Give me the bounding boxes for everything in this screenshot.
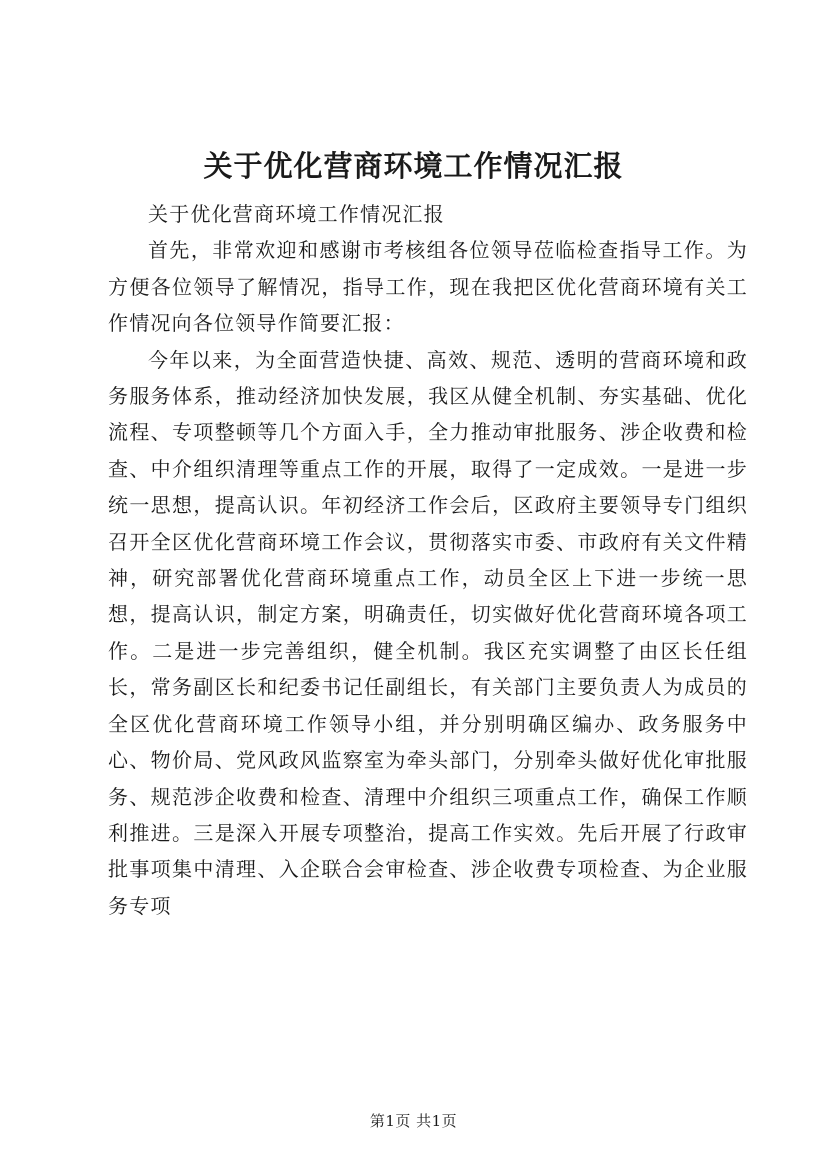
paragraph-intro: 首先，非常欢迎和感谢市考核组各位领导莅临检查指导工作。为方便各位领导了解情况，指导工作，现在我把区优化营商环境有关工作情况向各位领导作简要汇报： (108, 238, 748, 336)
page-number-label: 第1页 共1页 (369, 1112, 458, 1130)
document-title: 关于优化营商环境工作情况汇报 (203, 149, 624, 183)
page-footer (0, 1111, 827, 1131)
paragraph-subtitle: 关于优化营商环境工作情况汇报 (148, 202, 445, 226)
paragraph-main: 今年以来，为全面营造快捷、高效、规范、透明的营商环境和政务服务体系，推动经济加快发展，我区从健全机制、夯实基础、优化流程、专项整顿等几个方面入手，全力推动审批服务、涉企收费和检查、中介组织清理等重点工作的开展，取得了一定成效。一是进一步统一思想，提高认识。年初经济工作会后，区政府主要领导专门组织召开全区优化营商环境工作会议，贯彻落实市委、市政府有关文件精神，研究部署优化营商环境重点工作，动员全区上下进一步统一思想，提高认识，制定方案，明确责任，切实做好优化营商环境各项工作。二是进一步完善组织，健全机制。我区充实调整了由区长任组长，常务副区长和纪委书记任副组长，有关部门主要负责人为成员的全区优化营商环境工作领导小组，并分别明确区编办、政务服务中心、物价局、党风政风监察室为牵头部门，分别牵头做好优化审批服务、规范涉企收费和检查、清理中介组织三项重点工作，确保工作顺利推进。三是深入开展专项整治，提高工作实效。先后开展了行政审批事项集中清理、入企联合会审检查、涉企收费专项检查、为企业服务专项 (108, 347, 748, 918)
document-body (108, 196, 748, 924)
